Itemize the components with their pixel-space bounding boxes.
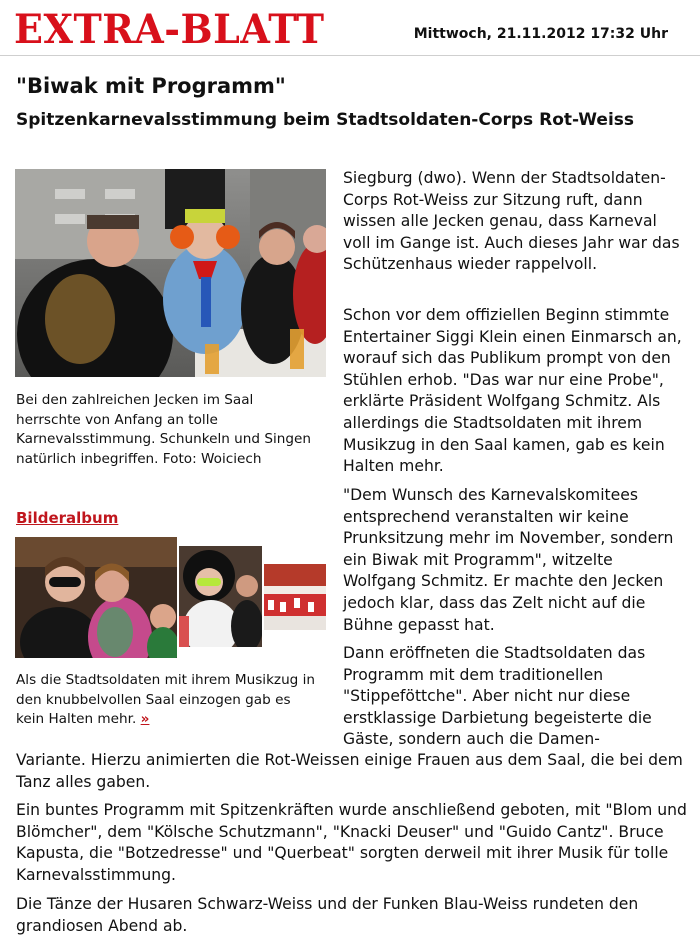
paragraph-2: Schon vor dem offiziellen Beginn stimmte Entertainer Siggi Klein einen Einmarsch an, worauf sich das Publikum prompt von den Stühlen erhob. "Das war nur eine Probe", erklärte Präsident Wolfgang Schmitz. Als allerdings die Stadtsoldaten mit ihrem Musikzug in den Saal kamen, gab es kein Halten mehr.: [343, 306, 682, 476]
album-thumbnail-1[interactable]: [15, 537, 177, 658]
paragraph-5: Ein buntes Programm mit Spitzenkräften wurde anschließend geboten, mit "Blom und Blömcher", dem "Kölsche Schutzmann", "Knacki Deuser" und "Guido Cantz". Bruce Kapusta, die "Botzedresse" und "Querbeat" sorgten derweil mit ihrer Musik für tolle Karnevalsstimmung.: [16, 801, 687, 884]
main-photo[interactable]: [15, 169, 326, 377]
date-stamp: Mittwoch, 21.11.2012 17:32 Uhr: [413, 26, 668, 42]
site-logo[interactable]: EXTRA-BLATT: [14, 4, 325, 53]
album-thumbnail-2[interactable]: [179, 546, 262, 647]
album-link[interactable]: Bilderalbum: [16, 509, 119, 527]
paragraph-4: Dann eröffneten die Stadtsoldaten das Programm mit dem traditionellen "Stippeföttche". Aber nicht nur diese erstklassige Darbietung begeisterte die Gäste, sondern auch die Damen-: [343, 644, 652, 749]
article-title: "Biwak mit Programm": [16, 74, 286, 98]
album-caption-text: Als die Stadtsoldaten mit ihrem Musikzug in den knubbelvollen Saal einzogen gab es kein Halten mehr.: [16, 672, 316, 727]
article-subtitle: Spitzenkarnevalsstimmung beim Stadtsoldaten-Corps Rot-Weiss: [16, 110, 635, 130]
album-thumbnail-3[interactable]: [264, 564, 326, 630]
paragraph-4-continued: Variante. Hierzu animierten die Rot-Weissen einige Frauen aus dem Saal, die bei dem Tanz alles gaben.: [16, 751, 683, 791]
paragraph-3: "Dem Wunsch des Karnevalskomitees entsprechend veranstalten wir keine Prunksitzung mehr im November, sondern ein Biwak mit Programm", witzelte Wolfgang Schmitz. Er machte den Jecken jedoch klar, dass das Zelt nicht auf die Bühne gepasst hat.: [343, 486, 674, 634]
album-more-link[interactable]: »: [140, 711, 150, 727]
paragraph-6: Die Tänze der Husaren Schwarz-Weiss und der Funken Blau-Weiss rundeten den grandiosen Abend ab.: [16, 895, 639, 935]
album-caption: [16, 671, 322, 730]
main-photo-caption: Bei den zahlreichen Jecken im Saal herrschte von Anfang an tolle Karnevalsstimmung. Schunkeln und Singen natürlich inbegriffen. Foto: Woiciech: [16, 392, 311, 467]
paragraph-1: Siegburg (dwo). Wenn der Stadtsoldaten-Corps Rot-Weiss zur Sitzung ruft, dann wissen alle Jecken genau, dass Karneval voll im Gange ist. Auch dieses Jahr war das Schützenhaus wieder rappelvoll.: [343, 169, 680, 274]
masthead: [0, 0, 700, 56]
